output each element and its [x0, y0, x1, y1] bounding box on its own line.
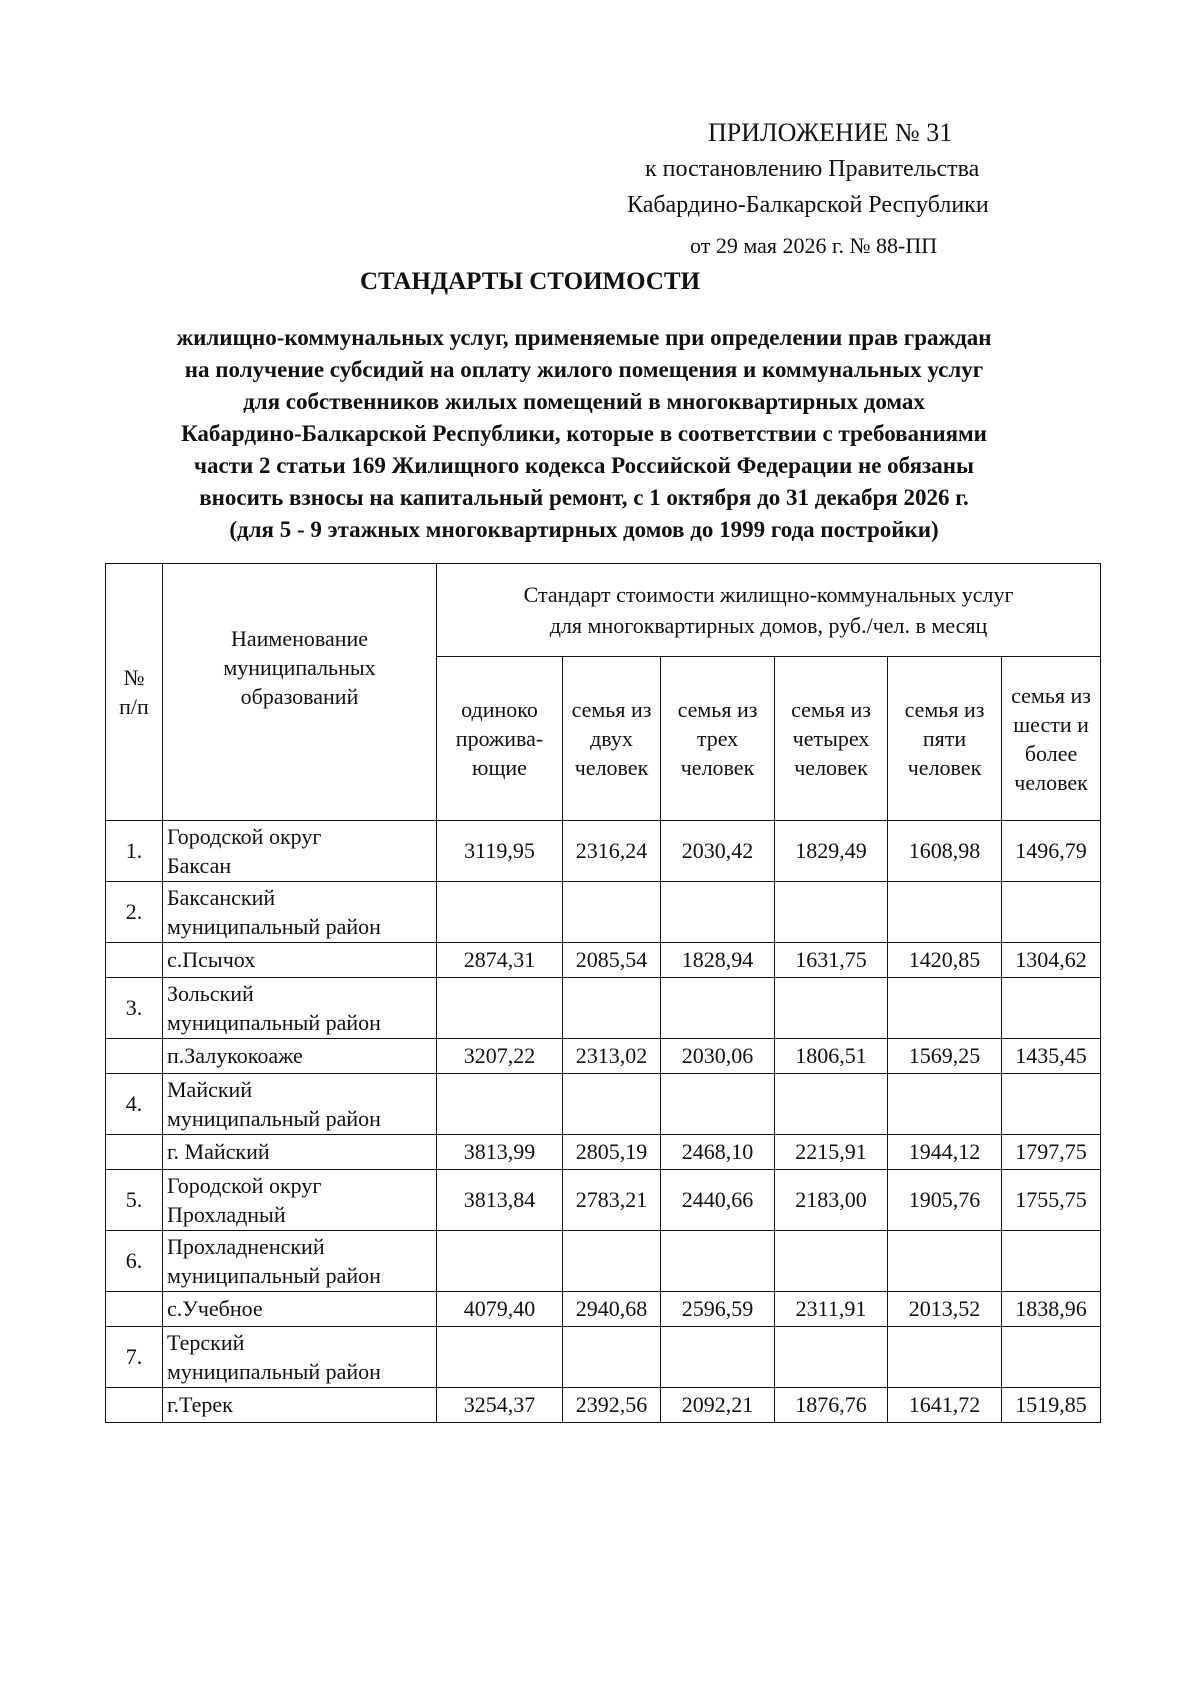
cost-value: 1519,85 [1002, 1388, 1101, 1423]
cost-value: 1905,76 [888, 1170, 1002, 1231]
cost-value [437, 1074, 563, 1135]
municipality-row [106, 882, 1101, 943]
cost-value: 2311,91 [775, 1292, 888, 1327]
subtitle-line: вносить взносы на капитальный ремонт, с 1 октября до 31 декабря 2026 г. [199, 485, 969, 510]
cost-value: 2392,56 [563, 1388, 661, 1423]
cost-value: 2183,00 [775, 1170, 888, 1231]
cost-value: 2440,66 [661, 1170, 775, 1231]
cost-value: 3207,22 [437, 1039, 563, 1074]
document-title: СТАНДАРТЫ СТОИМОСТИ [359, 268, 701, 295]
decree-line-1: к постановлению Правительства [645, 156, 980, 182]
cost-value [563, 1074, 661, 1135]
row-number [106, 1388, 163, 1423]
cost-value: 1838,96 [1002, 1292, 1101, 1327]
column-group-header: Стандарт стоимости жилищно-коммунальных услуг для многоквартирных домов, руб./чел. в месяц [437, 564, 1101, 657]
cost-value: 1304,62 [1002, 943, 1101, 978]
municipality-row [106, 1231, 1101, 1292]
municipality-name: Прохладненский муниципальный район [163, 1231, 437, 1292]
cost-value [437, 882, 563, 943]
cost-value: 1496,79 [1002, 821, 1101, 882]
cost-value: 1435,45 [1002, 1039, 1101, 1074]
municipality-row [106, 1074, 1101, 1135]
municipality-row [106, 1327, 1101, 1388]
standards-table [105, 563, 1101, 1423]
cost-value [563, 1327, 661, 1388]
cost-value: 1420,85 [888, 943, 1002, 978]
settlement-row [106, 943, 1101, 978]
municipality-name: п.Залукокоаже [163, 1039, 437, 1074]
cost-value: 3813,99 [437, 1135, 563, 1170]
cost-value: 1755,75 [1002, 1170, 1101, 1231]
cost-value: 2092,21 [661, 1388, 775, 1423]
column-header-number: № п/п [106, 564, 163, 821]
document-subtitle [0, 322, 1184, 546]
row-number [106, 1039, 163, 1074]
cost-value [888, 978, 1002, 1039]
subtitle-line: Кабардино-Балкарской Республики, которые в соответствии с требованиями [181, 421, 987, 446]
cost-value [437, 1231, 563, 1292]
cost-value [661, 882, 775, 943]
cost-value: 3119,95 [437, 821, 563, 882]
row-number [106, 1292, 163, 1327]
cost-value: 2013,52 [888, 1292, 1002, 1327]
cost-value [775, 1074, 888, 1135]
decree-line-2: Кабардино-Балкарской Республики [627, 192, 989, 218]
cost-value [661, 978, 775, 1039]
cost-value: 2085,54 [563, 943, 661, 978]
cost-value: 2805,19 [563, 1135, 661, 1170]
municipality-name: Терский муниципальный район [163, 1327, 437, 1388]
cost-value [775, 1231, 888, 1292]
cost-value [1002, 978, 1101, 1039]
cost-value [661, 1327, 775, 1388]
subtitle-line: жилищно-коммунальных услуг, применяемые при определении прав граждан [176, 325, 992, 350]
municipality-name: Городской округ Баксан [163, 821, 437, 882]
cost-value [775, 1327, 888, 1388]
subtitle-line: части 2 статьи 169 Жилищного кодекса Российской Федерации не обязаны [193, 453, 974, 478]
cost-value: 2468,10 [661, 1135, 775, 1170]
cost-value: 1829,49 [775, 821, 888, 882]
cost-value: 1806,51 [775, 1039, 888, 1074]
row-number: 4. [106, 1074, 163, 1135]
subtitle-line: для собственников жилых помещений в многоквартирных домах [243, 389, 925, 414]
cost-value: 2316,24 [563, 821, 661, 882]
cost-value [888, 1231, 1002, 1292]
row-number: 6. [106, 1231, 163, 1292]
cost-value: 1608,98 [888, 821, 1002, 882]
cost-value: 1876,76 [775, 1388, 888, 1423]
cost-value: 1944,12 [888, 1135, 1002, 1170]
cost-value [1002, 1327, 1101, 1388]
cost-value: 4079,40 [437, 1292, 563, 1327]
cost-value [563, 978, 661, 1039]
cost-value [563, 1231, 661, 1292]
decree-date: от 29 мая 2026 г. № 88-ПП [690, 233, 938, 258]
cost-value: 2874,31 [437, 943, 563, 978]
municipality-name: Баксанский муниципальный район [163, 882, 437, 943]
settlement-row [106, 1388, 1101, 1423]
column-header-household-5: семья из пяти человек [888, 657, 1002, 821]
cost-value [1002, 1074, 1101, 1135]
column-header-household-1: одиноко прожива- ющие [437, 657, 563, 821]
row-number: 2. [106, 882, 163, 943]
cost-value [775, 882, 888, 943]
cost-value: 2030,06 [661, 1039, 775, 1074]
cost-value: 3813,84 [437, 1170, 563, 1231]
cost-value [1002, 1231, 1101, 1292]
subtitle-line: (для 5 - 9 этажных многоквартирных домов до 1999 года постройки) [229, 517, 939, 542]
cost-value [888, 1327, 1002, 1388]
row-number: 3. [106, 978, 163, 1039]
cost-value [775, 978, 888, 1039]
cost-value: 2940,68 [563, 1292, 661, 1327]
cost-value: 3254,37 [437, 1388, 563, 1423]
municipality-name: г.Терек [163, 1388, 437, 1423]
settlement-row [106, 1292, 1101, 1327]
column-header-household-3: семья из трех человек [661, 657, 775, 821]
row-number [106, 943, 163, 978]
cost-value: 2596,59 [661, 1292, 775, 1327]
cost-value: 1631,75 [775, 943, 888, 978]
municipality-name: г. Майский [163, 1135, 437, 1170]
cost-value: 1828,94 [661, 943, 775, 978]
cost-value [563, 882, 661, 943]
cost-value [888, 1074, 1002, 1135]
municipality-name: с.Псычох [163, 943, 437, 978]
cost-value [437, 978, 563, 1039]
cost-value: 1569,25 [888, 1039, 1002, 1074]
municipality-name: Городской округ Прохладный [163, 1170, 437, 1231]
appendix-number: ПРИЛОЖЕНИЕ № 31 [708, 118, 953, 147]
cost-value: 1797,75 [1002, 1135, 1101, 1170]
municipality-name: Зольский муниципальный район [163, 978, 437, 1039]
municipality-row [106, 1170, 1101, 1231]
cost-value [661, 1074, 775, 1135]
column-header-household-6: семья из шести и более человек [1002, 657, 1101, 821]
municipality-row [106, 821, 1101, 882]
municipality-row [106, 978, 1101, 1039]
settlement-row [106, 1135, 1101, 1170]
cost-value [661, 1231, 775, 1292]
cost-value: 2030,42 [661, 821, 775, 882]
row-number [106, 1135, 163, 1170]
row-number: 5. [106, 1170, 163, 1231]
cost-value: 2313,02 [563, 1039, 661, 1074]
row-number: 1. [106, 821, 163, 882]
cost-value: 2783,21 [563, 1170, 661, 1231]
column-header-name: Наименование муниципальных образований [163, 564, 437, 821]
municipality-name: с.Учебное [163, 1292, 437, 1327]
cost-value [437, 1327, 563, 1388]
cost-value: 1641,72 [888, 1388, 1002, 1423]
municipality-name: Майский муниципальный район [163, 1074, 437, 1135]
column-header-household-2: семья из двух человек [563, 657, 661, 821]
cost-value: 2215,91 [775, 1135, 888, 1170]
column-header-household-4: семья из четырех человек [775, 657, 888, 821]
cost-value [1002, 882, 1101, 943]
subtitle-line: на получение субсидий на оплату жилого помещения и коммунальных услуг [184, 357, 984, 382]
settlement-row [106, 1039, 1101, 1074]
cost-value [888, 882, 1002, 943]
row-number: 7. [106, 1327, 163, 1388]
